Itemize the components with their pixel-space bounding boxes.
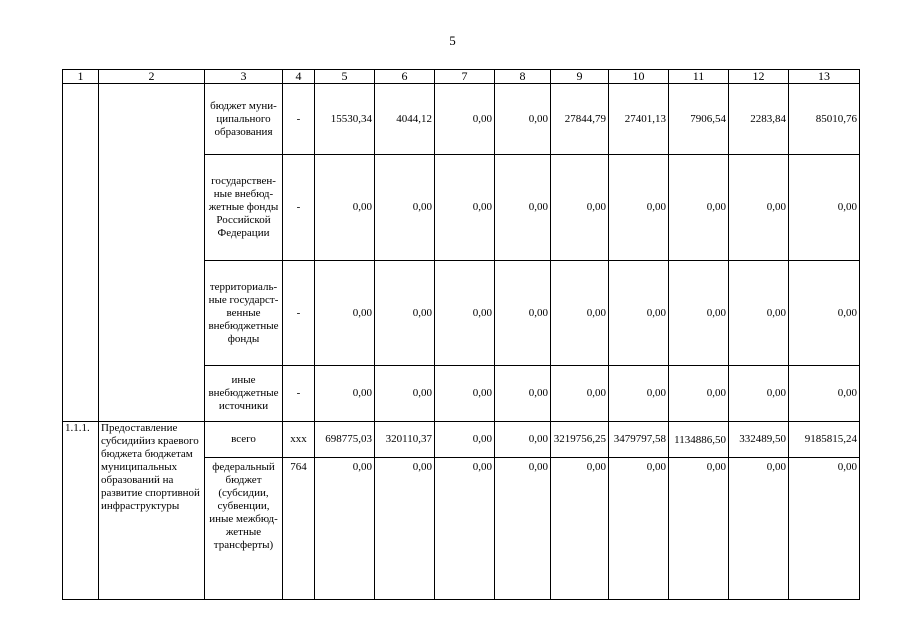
value-cell: 0,00 (375, 458, 435, 600)
column-number: 1 (63, 70, 99, 84)
column-number: 4 (283, 70, 315, 84)
column-number: 2 (99, 70, 205, 84)
value-cell: 85010,76 (789, 84, 860, 155)
funding-source-cell: территориаль-ные государст-венные внебюджетные фонды (205, 261, 283, 366)
column-number: 11 (669, 70, 729, 84)
value-cell: 0,00 (435, 261, 495, 366)
value-cell: 0,00 (375, 261, 435, 366)
value-cell: 0,00 (551, 261, 609, 366)
funding-source-cell: государствен-ные внебюд-жетные фонды Российской Федерации (205, 154, 283, 260)
funding-source-cell: иные внебюджетные источники (205, 366, 283, 422)
value-cell: 0,00 (729, 458, 789, 600)
column-number: 3 (205, 70, 283, 84)
column-number: 5 (315, 70, 375, 84)
value-cell: 0,00 (669, 154, 729, 260)
column-number: 8 (495, 70, 551, 84)
column-number: 13 (789, 70, 860, 84)
row-number-cell: 1.1.1. (63, 421, 99, 599)
column-number: 12 (729, 70, 789, 84)
value-cell: 4044,12 (375, 84, 435, 155)
value-cell: 0,00 (551, 458, 609, 600)
column-number: 10 (609, 70, 669, 84)
value-cell: 2283,84 (729, 84, 789, 155)
value-cell: 0,00 (435, 84, 495, 155)
value-cell: 0,00 (495, 261, 551, 366)
code-cell: 764 (283, 458, 315, 600)
value-cell: 0,00 (551, 154, 609, 260)
value-cell: 332489,50 (729, 421, 789, 457)
row-number-cell (63, 84, 99, 422)
value-cell: 0,00 (669, 458, 729, 600)
value-cell: 7906,54 (669, 84, 729, 155)
value-cell: 0,00 (729, 366, 789, 422)
code-cell: - (283, 84, 315, 155)
value-cell: 0,00 (789, 458, 860, 600)
value-cell: 0,00 (315, 154, 375, 260)
value-cell: 0,00 (729, 261, 789, 366)
value-cell: 0,00 (435, 458, 495, 600)
value-cell: 0,00 (729, 154, 789, 260)
value-cell: 0,00 (435, 421, 495, 457)
value-cell: 698775,03 (315, 421, 375, 457)
value-cell: 0,00 (789, 366, 860, 422)
value-cell: 0,00 (789, 261, 860, 366)
table-row (63, 84, 860, 155)
value-cell: 3219756,25 (551, 421, 609, 457)
value-cell: 0,00 (375, 366, 435, 422)
budget-table (62, 69, 860, 600)
code-cell: - (283, 261, 315, 366)
value-cell: 27401,13 (609, 84, 669, 155)
value-cell: 0,00 (495, 366, 551, 422)
value-cell: 0,00 (315, 261, 375, 366)
value-cell: 0,00 (495, 154, 551, 260)
value-cell: 0,00 (609, 458, 669, 600)
value-cell (669, 421, 729, 457)
value-cell: 0,00 (435, 366, 495, 422)
table-row (63, 421, 860, 457)
funding-source-cell: бюджет муни-ципального образования (205, 84, 283, 155)
value-cell: 0,00 (375, 154, 435, 260)
value-cell: 0,00 (435, 154, 495, 260)
value-cell: 0,00 (609, 154, 669, 260)
code-cell: xxx (283, 421, 315, 457)
value-cell: 0,00 (609, 366, 669, 422)
value-cell: 0,00 (495, 458, 551, 600)
column-number: 7 (435, 70, 495, 84)
value-cell: 0,00 (789, 154, 860, 260)
value-cell: 0,00 (315, 366, 375, 422)
value-cell: 0,00 (669, 366, 729, 422)
code-cell: - (283, 366, 315, 422)
column-number-row (63, 70, 860, 84)
description-cell (99, 84, 205, 422)
value-cell: 0,00 (495, 84, 551, 155)
value-cell: 0,00 (315, 458, 375, 600)
value-cell: 0,00 (495, 421, 551, 457)
column-number: 9 (551, 70, 609, 84)
value-cell: 15530,34 (315, 84, 375, 155)
value-cell: 0,00 (609, 261, 669, 366)
value-cell: 9185815,24 (789, 421, 860, 457)
wrapped-value: 1134886,50 (674, 433, 726, 446)
code-cell: - (283, 154, 315, 260)
value-cell: 27844,79 (551, 84, 609, 155)
value-cell: 0,00 (669, 261, 729, 366)
description-cell: Предоставление субсидийиз краевого бюджета бюджетам муниципальных образований на развитие спортивной инфраструктуры (99, 421, 205, 599)
value-cell: 0,00 (551, 366, 609, 422)
value-cell: 3479797,58 (609, 421, 669, 457)
value-cell: 320110,37 (375, 421, 435, 457)
funding-source-cell: федеральный бюджет (субсидии, субвенции, иные межбюд-жетные трансферты) (205, 458, 283, 600)
page-number: 5 (449, 33, 456, 48)
funding-source-cell: всего (205, 421, 283, 457)
column-number: 6 (375, 70, 435, 84)
